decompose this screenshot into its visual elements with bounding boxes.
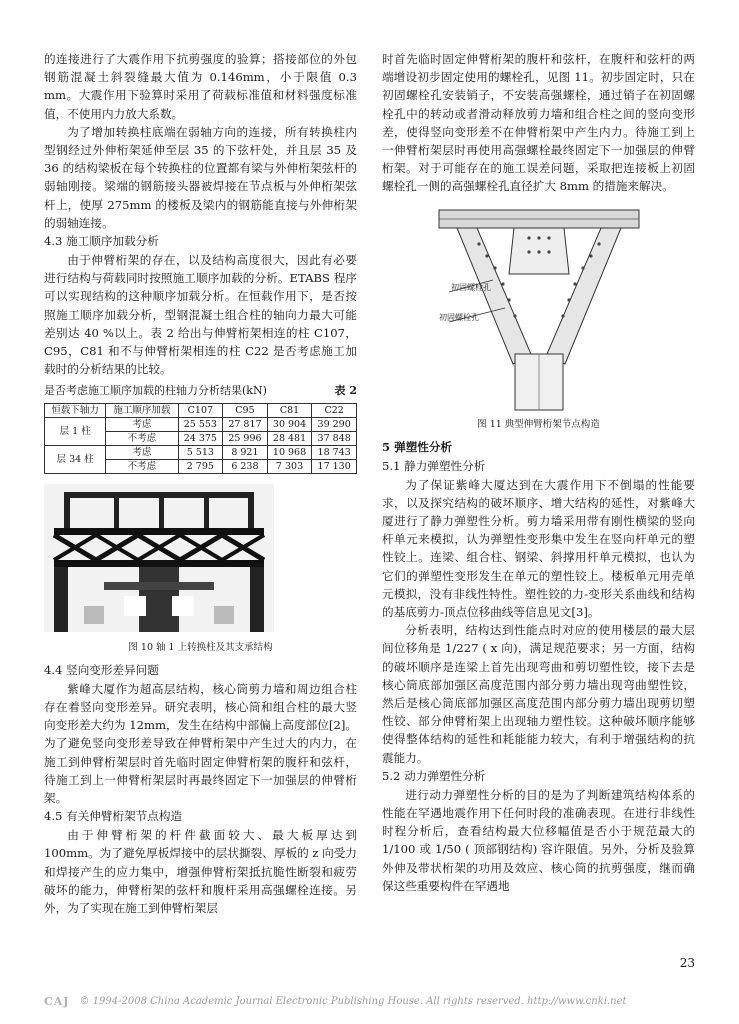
table-cell: 28 481 (267, 431, 312, 445)
section-heading-4-4: 4.4 竖向变形差异问题 (44, 662, 159, 677)
table-title: 是否考虑施工顺序加载的柱轴力分析结果(kN) (44, 384, 267, 398)
paragraph: 分析表明，结构达到性能点时对应的使用楼层的最大层间位移角是 1/227 ( x 向)，满足规范要求；另一方面，结构的破坏顺序是连梁上首先出现弯曲和剪切塑性铰，接下去是核心筒底部加强区高度范围内部分剪力墙出现弯曲塑性铰，然后是核心筒底部加强区高度范围内部分剪力墙出现剪切塑性铰、部分伸臂桁架上出现轴力塑性铰。这种破坏顺序能够使得整体结构的延性和耗能能力较大，有利于增强结构的抗震能力。 (382, 623, 695, 765)
table-row (45, 417, 357, 431)
left-column (44, 50, 357, 917)
section-heading-5-1: 5.1 静力弹塑性分析 (382, 458, 486, 473)
table-cell: 17 130 (312, 459, 357, 473)
table-cell: 层 1 柱 (45, 417, 106, 445)
section-heading-4-3: 4.3 施工顺序加载分析 (44, 234, 159, 249)
table-cell: 不考虑 (106, 431, 178, 445)
right-column (382, 50, 695, 895)
paragraph: 由于伸臂桁架的杆件截面较大、最大板厚达到 100mm。为了避免厚板焊接中的层状撕裂、厚板的 z 向受力和焊接产生的应力集中，增强伸臂桁架抵抗脆性断裂和疲劳破坏的能力，伸臂桁架的弦杆和腹杆采用高强螺栓连接。另外，为了实现在施工到伸臂桁架层 (44, 828, 357, 916)
table-cell: 30 904 (267, 417, 312, 431)
table-cell: 层 34 柱 (45, 445, 106, 473)
paragraph: 的连接进行了大震作用下抗剪强度的验算；搭接部位的外包钢筋混凝土斜裂缝最大值为 0.146mm，小于限值 0.3 mm。大震作用下验算时采用了荷载标准值和材料强度标准值，不使用内力放大系数。 (44, 52, 357, 121)
paragraph: 由于伸臂桁架的存在，以及结构高度很大，因此有必要进行结构与荷载同时按照施工顺序加载的分析。ETABS 程序可以实现结构的这种顺序加载分析。在恒载作用下，是否按照施工顺序加载分析，型钢混凝土组合柱的轴向力最大可能差别达 40 %以上。表 2 给出与伸臂桁架相连的柱 C107，C95，C81 和不与伸臂桁架相连的柱 C22 是否考虑施工加载时的分析结果的比较。 (44, 253, 357, 377)
paragraph: 时首先临时固定伸臂桁架的腹杆和弦杆，在腹杆和弦杆的两端增设初步固定使用的螺栓孔，见图 11。初步固定时，只在初固螺栓孔安装销子，不安装高强螺栓，通过销子在初固螺栓孔中的转动或者滑动释放剪力墙和组合柱之间的竖向变形差，使得竖向变形差不在伸臂桁架中产生内力。待施工到上一伸臂桁架层时再使用高强螺栓最终固定下一加强层的伸臂桁架。对于可能存在的施工误差问题，采取把连接板上初固螺栓孔一侧的高强螺栓孔直径扩大 8mm 的措施来解决。 (382, 52, 695, 194)
table-header: C22 (312, 403, 357, 417)
table-cell: 39 290 (312, 417, 357, 431)
table-cell: 2 795 (178, 459, 223, 473)
table-header: C107 (178, 403, 223, 417)
page-number: 23 (679, 956, 695, 970)
data-table (44, 403, 357, 474)
table-cell: 24 375 (178, 431, 223, 445)
table-cell: 25 553 (178, 417, 223, 431)
publisher-logo: CAJ (44, 995, 70, 1008)
paragraph: 为了保证紫峰大厦达到在大震作用下不倒塌的性能要求，以及探究结构的破坏顺序、增大结构的延性，对紫峰大厦进行了静力弹塑性分析。剪力墙采用带有刚性横梁的竖向杆单元来模拟，认为弹塑性变形集中发生在竖向杆单元的塑性铰上。连梁、组合柱、钢梁、斜撑用杆单元模拟，也认为它们的弹塑性变形发生在单元的塑性铰上。楼板单元用壳单元模拟，没有非线性特性。塑性铰的力-变形关系曲线和结构的基底剪力-顶点位移曲线等信息见文[3]。 (382, 477, 695, 620)
paragraph: 进行动力弹塑性分析的目的是为了判断建筑结构体系的性能在罕遇地震作用下任何时段的准确表现。在进行非线性时程分析后，查看结构最大位移幅值是否小于规范最大的 1/100 或 1/50 ( 顶部钢结构) 容许限值。另外，分析及验算外伸及带状桁架的功用及效应、核心筒的抗剪强度，继而确保这些重要构件在罕遇地 (382, 787, 695, 893)
table-caption (44, 382, 357, 400)
table-cell: 考虑 (106, 417, 178, 431)
figure-10-transfer-structure (44, 484, 274, 632)
table-header: C95 (223, 403, 268, 417)
paragraph: 为了增加转换柱底端在弱轴方向的连接，所有转换柱内型钢经过外伸桁架延伸至层 35 的下弦杆处，并且层 35 及 36 的结构梁板在每个转换柱的位置都有梁与外伸桁架弦杆的弱轴刚接。梁端的钢筋接头器被焊接在节点板与外伸桁架弦杆上，使厚 275mm 的楼板及梁内的钢筋能直接与外伸桁架的弱轴连接。 (44, 124, 357, 230)
table-header-row (45, 403, 357, 417)
copyright-text: © 1994-2008 China Academic Journal Electronic Publishing House. All rights reserved. http://www.cnki.net (79, 996, 627, 1007)
table-header: 恒载下轴力 (45, 403, 106, 417)
table-cell: 考虑 (106, 445, 178, 459)
table-cell: 27 817 (223, 417, 268, 431)
fig11-label: 初固螺栓孔 (438, 312, 479, 322)
table-cell: 8 921 (223, 445, 268, 459)
table-cell: 18 743 (312, 445, 357, 459)
table-cell: 10 968 (267, 445, 312, 459)
table-cell: 25 996 (223, 431, 268, 445)
table-cell: 37 848 (312, 431, 357, 445)
table-cell: 5 513 (178, 445, 223, 459)
section-heading-5-2: 5.2 动力弹塑性分析 (382, 768, 486, 783)
table-cell: 不考虑 (106, 459, 178, 473)
figure-11-caption: 图 11 典型伸臂桁架节点构造 (477, 418, 600, 430)
fig11-label: 初固螺栓孔 (450, 282, 491, 292)
table-header: 施工顺序加载 (106, 403, 178, 417)
section-heading-4-5: 4.5 有关伸臂桁架节点构造 (44, 809, 183, 824)
table-header: C81 (267, 403, 312, 417)
table-cell: 6 238 (223, 459, 268, 473)
paragraph: 紫峰大厦作为超高层结构，核心筒剪力墙和周边组合柱存在着竖向变形差异。研究表明，核心筒和组合柱的最大竖向变形差大约为 12mm，发生在结构中部偏上高度部位[2]。为了避免竖向变形差导致在伸臂桁架中产生过大的内力，在施工到伸臂桁架层时首先临时固定伸臂桁架的腹杆和弦杆，待施工到上一伸臂桁架层时再最终固定下一加强层的伸臂桁架。 (44, 681, 357, 806)
section-heading-5: 5 弹塑性分析 (382, 439, 453, 454)
figure-10-caption: 图 10 轴 1 上转换柱及其支承结构 (128, 641, 273, 653)
table-cell: 7 303 (267, 459, 312, 473)
copyright-footer (44, 995, 694, 1008)
figure-11-truss-joint (419, 204, 659, 414)
table-label: 表 2 (334, 384, 357, 398)
table-row (45, 445, 357, 459)
